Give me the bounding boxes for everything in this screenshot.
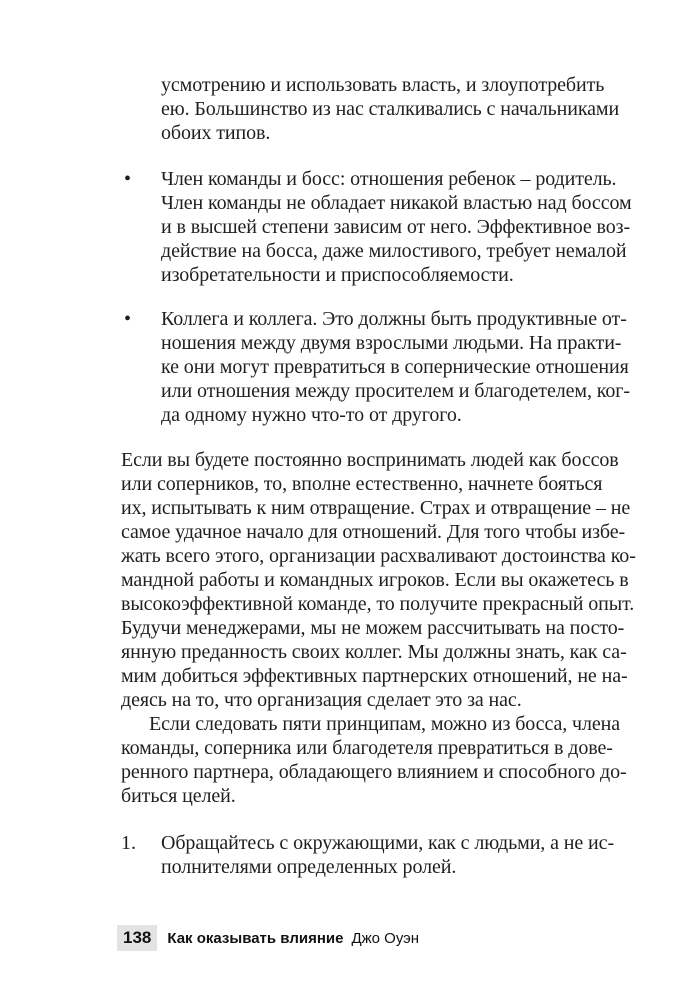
text-line: жать всего этого, организации расхваливают достоинства ко- <box>121 545 636 567</box>
text-line: самое удачное начало для отношений. Для того чтобы избе- <box>121 521 626 543</box>
text-line: полнителями определенных ролей. <box>161 856 457 878</box>
text-line: мим добиться эффективных партнерских отношений, не на- <box>121 665 628 687</box>
text-line: деясь на то, что организация сделает это за нас. <box>121 689 522 711</box>
text-line: Если вы будете постоянно воспринимать людей как боссов <box>121 449 619 471</box>
book-title: Как оказывать влияние <box>167 929 344 947</box>
page-footer <box>117 923 419 953</box>
text-line: команды, соперника или благодетеля превратиться в дове- <box>121 737 613 759</box>
text-line: ношения между двумя взрослыми людьми. На практи- <box>161 332 622 354</box>
text-line: действие на босса, даже милостивого, требует немалой <box>161 240 627 262</box>
text-line: ею. Большинство из нас сталкивались с начальниками <box>161 98 620 120</box>
text-line: Член команды и босс: отношения ребенок – родитель. <box>161 168 617 190</box>
text-line: ке они могут превратиться в сопернические отношения <box>161 356 629 378</box>
author-name: Джо Оуэн <box>351 929 420 947</box>
text-line: их, испытывать к ним отвращение. Страх и отвращение – не <box>121 497 631 519</box>
text-line: ренного партнера, обладающего влиянием и способного до- <box>121 761 627 783</box>
text-line: обоих типов. <box>161 122 271 144</box>
list-number: 1. <box>121 832 136 854</box>
text-line: биться целей. <box>121 785 236 807</box>
text-line: Будучи менеджерами, мы не можем рассчитывать на посто- <box>121 617 625 639</box>
text-line: высокоэффективной команде, то получите прекрасный опыт. <box>121 593 635 615</box>
page-number: 138 <box>117 925 157 951</box>
text-line: Обращайтесь с окружающими, как с людьми, а не ис- <box>161 832 615 854</box>
text-line: Коллега и коллега. Это должны быть продуктивные от- <box>161 308 627 330</box>
text-line: изобретательности и приспособляемости. <box>161 264 514 286</box>
text-line: мандной работы и командных игроков. Если вы окажетесь в <box>121 569 629 591</box>
text-line: янную преданность своих коллег. Мы должны знать, как са- <box>121 641 627 663</box>
text-line: усмотрению и использовать власть, и злоупотребить <box>161 74 605 96</box>
bullet-icon: • <box>124 168 132 190</box>
text-line: да одному нужно что-то от другого. <box>161 404 462 426</box>
text-line: и в высшей степени зависим от него. Эффективное воз- <box>161 216 630 238</box>
text-line: или соперников, то, вполне естественно, начнете бояться <box>121 473 603 495</box>
bullet-icon: • <box>124 308 132 330</box>
text-line: или отношения между просителем и благодетелем, ког- <box>161 380 630 402</box>
text-line: Если следовать пяти принципам, можно из босса, члена <box>149 713 621 735</box>
text-line: Член команды не обладает никакой властью над боссом <box>161 192 632 214</box>
